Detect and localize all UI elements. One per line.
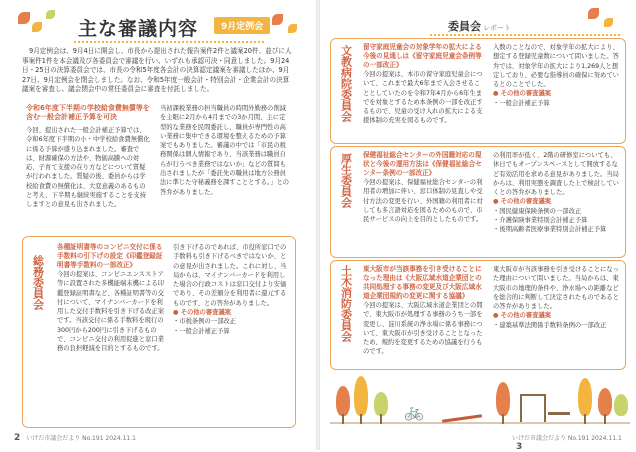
related-bills-label: ● その他の審査議案 [493,312,552,320]
tree-icon [614,394,628,416]
committee-column-2: の利用率が低く、2階の研修室についても、休日でもオープンスペースとして開放するなど有効活用を求める意見がありました。当局からは、利用実態を調査した上で検討していくとの答弁がありました。 ● その他の審査議案 ・国民健康保険条例の一部改正 ・介護保険事業特別会計補正予算 ・後期高齢者医療事業特別会計補正予算 [493,152,619,234]
committee-heading: 留守家庭児童会の対象学年の拡大による今後の見通しは《留守家庭児童会条例等の一部改正》 [363,43,482,69]
related-bill-item: ・後期高齢者医療事業特別会計補正予算 [493,226,607,234]
committee-label: 厚生委員会 [339,153,353,208]
related-bills-label: ● その他の審査議案 [493,90,552,98]
leaf-decoration-icon [32,22,42,32]
intro-paragraph: 9月定例会は、9月4日に開会し、市長から提出された報告案件2件と議案20件、並びに人事案件1件を本会議及び各委員会で審議を行い、いずれも承認可決・同意しました。9月24日・25日の決算委員会では、市長の令和5年度各会計の決算認定議案を審議したほか、9月27日、9月定例会を閉会しました。なお、令和5年度一般会計・特別会計・企業会計の決算議案を審査し、議会閉会中の常任委員会に審査を付託しました。 [22,47,292,94]
committee-box-kousei [330,146,626,258]
page-title: 主な審議内容 [78,18,199,40]
related-bills-label: ● その他の審査議案 [173,309,232,317]
swing-icon [520,394,546,422]
committee-label: 土木消防委員会 [339,265,353,342]
left-page [0,0,316,450]
tree-icon [336,386,350,416]
committee-box-soumu [22,236,296,428]
related-bill-item: ・国民健康保険条例の一部改正 [493,207,582,215]
committee-box-doboku [330,260,626,370]
leaf-decoration-icon [604,18,613,27]
bicycle-icon: 🚲 [404,402,424,421]
bench-icon [548,412,570,421]
leaf-decoration-icon [272,14,283,25]
budget-section-heading: 令和6年度下半期の学校給食費無償等を含む一般会計補正予算を可決 [26,104,150,121]
committee-column-2: 引き下げるのであれば、市役所窓口での手数料も引き下げるべきではないか、との意見が出されました。これに対し、当局からは、マイナンバーカードを利用した場合の行政コストは窓口交付より安価であり、その差額分を利用者に還元するものです、との答弁がありました。 ● その他の審査議案 ・市税条例の一部改正 ・一般会計補正予算 [173,243,289,421]
related-bill-item: ・一般会計補正予算 [493,99,550,107]
related-bill-item: ・市税条例の一部改正 [173,318,236,326]
committee-column-2: 東大阪市が当該事務を引き受けることになった理由について問いました。当局からは、東大阪市の地理的条件や、浄水場への距離などを総合的に判断して決定されたものであるとの答弁がありました。 ● その他の審査議案 ・建築基準法関係手数料条例の一部改正 [493,266,619,329]
tree-trunk [380,414,382,424]
tree-trunk [502,414,504,424]
page-footer-left: 2 いけだ市議会だより No.191 2024.11.1 [14,433,136,443]
related-bills-label: ● その他の審査議案 [493,198,552,206]
session-badge: 9月定例会 [214,17,270,34]
related-bill-item: ・介護保険事業特別会計補正予算 [493,217,588,225]
tree-icon [374,392,388,416]
tree-trunk [360,414,362,424]
tree-trunk [342,414,344,424]
page-number: 3 [516,442,523,452]
committee-column-1: 各種証明書等のコンビニ交付に係る手数料の引下げの設定《印鑑登録証明書等手数料の一部改正》 今回の提案は、コンビニエンスストア等に設置された多機能端末機による印鑑登録証明書など、各種証明書等の交付について、マイナンバーカードを利用した交付手数料を引き下げる改正案です。当該交付に係る手数料を現行の300円から200円に引き下げるもので、コンビニ交付の利用促進と窓口業務の負担軽減を目的とするものです。 [57,243,165,353]
tree-icon [598,388,612,416]
budget-column-2: 当初課税業務の担当職員の時間外勤務の削減を主眼に2月から4月までの3か月間、主に定型的な業務を民間委託し、職員が専門性の高い業務に集中できる環境を整えるための予算案でもありました。審議の中では「市民の税務関係は個人情報であり、当該業務は職員自らが行うべき業務ではないか」などの質問も出されましたが「委託先の職員は地方公務員法に準じた守秘義務を課すこととする。」との答弁がありました。 [160,105,290,196]
leaf-decoration-icon [288,24,297,33]
committee-heading: 各種証明書等のコンビニ交付に係る手数料の引下げの設定《印鑑登録証明書等手数料の一部改正》 [57,243,163,269]
budget-column-1: 今回、提出された一般会計補正予算では、令和6年度下半期の小・中学校給食費無償化に係る予算が盛り込まれました。審査では、財源確保の方法や、物価高騰への対応、子育て支援の在り方などについて質疑が行われました。質疑の後、委員からは学校給食費の無償化は、大変意義のあるものと考え、下半期も継続実施することを支持しますとの意見も出されました。 [26,127,150,209]
committee-label: 文教病院委員会 [339,45,353,122]
committee-heading: 保健福祉総合センターの外国籍対応の現状と今後の運用方法は《保健福祉総合センター条例の一部改正》 [363,151,482,177]
page-number: 2 [14,433,21,443]
tree-icon [578,378,592,416]
committee-column-1: 保健福祉総合センターの外国籍対応の現状と今後の運用方法は《保健福祉総合センター条例の一部改正》 今回の提案は、保健福祉総合センターの利用者の増加に伴い、窓口体制の見直しや受付方法の変更を行い、外国籍の利用者に対しても多言語対応を図るためのもので、市民サービスの向上を目的としたものです。 [363,151,485,253]
leaf-decoration-icon [18,12,30,24]
committee-box-bunkyo [330,38,626,144]
committee-label: 総務委員会 [31,255,45,310]
committee-column-2: 入数のことなので、対象学年の拡大により、想定する登録児童数について問いました。答弁では、対象学年の拡大により1,269人と想定しており、必要な指導員の確保に努めているとのことでした。 ● その他の審査議案 ・一般会計補正予算 [493,44,619,107]
committee-report-header: 委員会 レポート [448,20,511,33]
committee-column-1: 留守家庭児童会の対象学年の拡大による今後の見通しは《留守家庭児童会条例等の一部改正》 今回の提案は、本市の留守家庭児童会について、これまで最大6年まで入会させることとしていたのを令和7年4月から6年生までを対象とするため本条例の一部を改正するもので、児童の受け入れの拡大による支援体制の充実を図るものです。 [363,43,485,139]
related-bill-item: ・一般会計補正予算 [173,327,230,335]
committee-column-1: 東大阪市が当該事務を引き受けることになった理由は《大阪広域水道企業団との共同処理する事務の変更及び大阪広域水道企業団規約の変更に関する協議》 今回の提案は、大阪広域水道企業団との間で、東大阪市が処理する事務のうち一部を変更し、淀川系統の浄水場に係る事務について、東大阪市が引き受けることとなったため、規約を変更するための協議を行うものです。 [363,265,485,365]
leaf-decoration-icon [46,10,55,19]
header-underline [430,34,620,36]
page-footer-right: いけだ市議会だより No.191 2024.11.1 3 [512,435,622,452]
title-underline [74,41,264,43]
tree-icon [354,376,368,416]
tree-icon [496,382,510,416]
committee-heading: 東大阪市が当該事務を引き受けることになった理由は《大阪広域水道企業団との共同処理する事務の変更及び大阪広域水道企業団規約の変更に関する協議》 [363,265,482,300]
tree-trunk [604,414,606,424]
tree-trunk [584,414,586,424]
leaf-decoration-icon [588,8,599,19]
related-bill-item: ・建築基準法関係手数料条例の一部改正 [493,321,607,329]
autumn-park-illustration [330,372,630,424]
